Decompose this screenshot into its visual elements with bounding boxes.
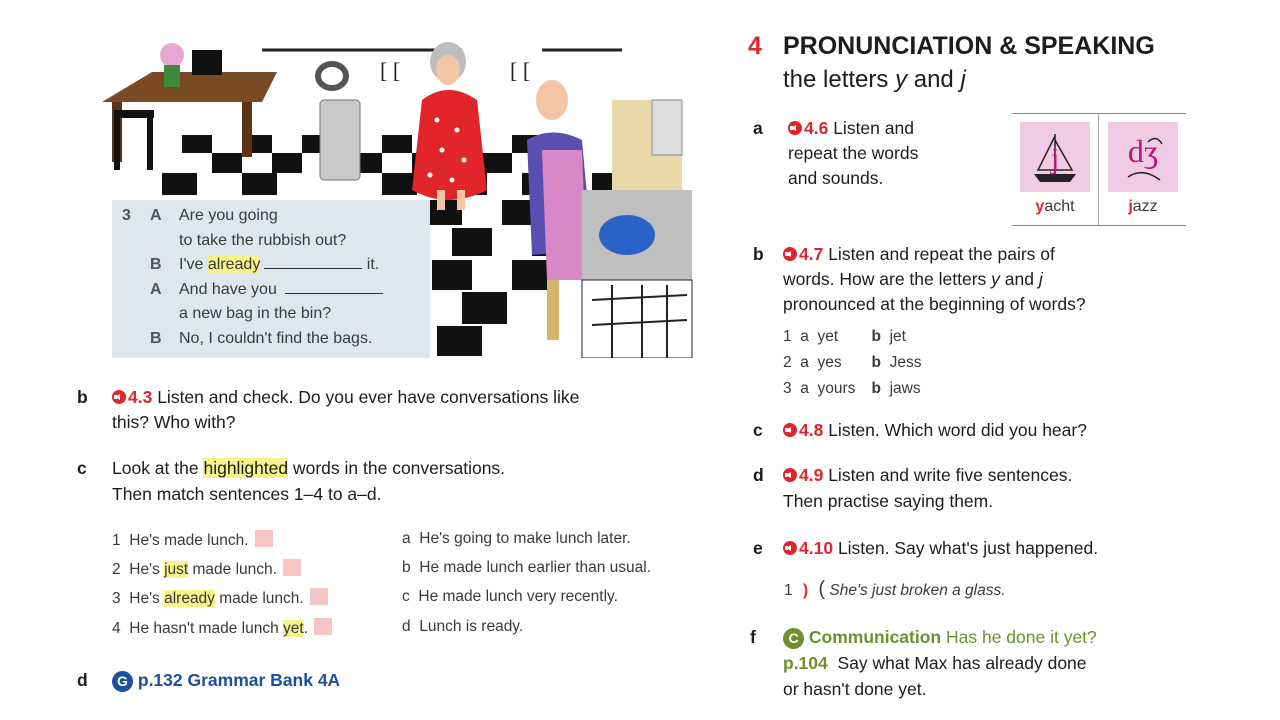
word-pair: 1 a yet b jet — [783, 328, 906, 345]
match-sentence: 2 He's just made lunch. — [112, 559, 301, 579]
highlighted-word: highlighted — [203, 458, 289, 478]
speaker-label: B — [150, 256, 162, 273]
audio-track[interactable]: 4.8 — [799, 420, 824, 440]
speech-bubble-icon: ( — [818, 578, 826, 600]
audio-icon[interactable] — [783, 468, 797, 482]
answer-box[interactable] — [314, 618, 332, 635]
match-option: b He made lunch earlier than usual. — [402, 559, 652, 576]
exercise-letter: b — [77, 387, 88, 407]
word-pair: 2 a yes b Jess — [783, 354, 922, 371]
highlighted-word: already — [207, 256, 261, 273]
match-sentence: 3 He's already made lunch. — [112, 588, 328, 608]
audio-icon[interactable] — [783, 423, 797, 437]
speaker-label: A — [150, 280, 162, 298]
answer-box[interactable] — [310, 588, 328, 605]
match-option: d Lunch is ready. — [402, 618, 524, 635]
picture-word: yacht — [1035, 198, 1075, 215]
exercise-a-instruction: 4.6 Listen and — [788, 116, 914, 141]
woman-figure — [412, 42, 487, 210]
speaker-label: B — [150, 329, 162, 347]
exercise-letter: a — [753, 118, 763, 138]
page-reference[interactable]: p.104 — [783, 653, 828, 673]
svg-text:j: j — [1050, 142, 1060, 175]
exercise-letter: c — [753, 420, 763, 440]
svg-text:dʒ: dʒ — [1127, 133, 1159, 169]
answer-box[interactable] — [283, 559, 301, 576]
match-option: a He's going to make lunch later. — [402, 530, 631, 547]
audio-track[interactable]: 4.7 — [799, 244, 824, 264]
speaker-label: A — [150, 207, 162, 224]
dialogue-line: a new bag in the bin? — [179, 305, 332, 322]
svg-text:[ [: [ [ — [510, 58, 531, 83]
audio-track[interactable]: 4.3 — [128, 387, 153, 407]
word-pair: 3 a yours b jaws — [783, 380, 921, 397]
exercise-a-line: and sounds. — [788, 168, 884, 188]
dialogue-line: to take the rubbish out? — [179, 231, 347, 249]
exercise-b-instruction-2: this? Who with? — [112, 412, 236, 432]
exercise-b-line: pronounced at the beginning of words? — [783, 294, 1086, 314]
exercise-b-instruction: 4.3 Listen and check. Do you ever have conversations like — [112, 385, 579, 410]
exercise-letter: d — [77, 670, 88, 690]
exercise-letter: d — [753, 465, 764, 485]
svg-text:[ [: [ [ — [380, 58, 401, 83]
dialogue-box — [112, 200, 430, 358]
exercise-d-line: Then practise saying them. — [783, 491, 994, 511]
exercise-letter: c — [77, 458, 87, 478]
grammar-bank-link[interactable]: G p.132 Grammar Bank 4A — [112, 668, 340, 693]
section-title: PRONUNCIATION & SPEAKING — [783, 32, 1155, 60]
exercise-f-line: or hasn't done yet. — [783, 679, 927, 699]
answer-box[interactable] — [255, 530, 273, 547]
picture-word: jazz — [1128, 198, 1158, 215]
communication-badge-icon: C — [783, 628, 804, 649]
dialogue-line: I've already it. — [179, 256, 380, 273]
exercise-c-instruction: Look at the highlighted words in the conversations. — [112, 458, 506, 478]
dialogue-line: Are you going — [179, 207, 278, 224]
jazz-sound-picture[interactable] — [1108, 122, 1178, 192]
grammar-badge-icon: G — [112, 671, 133, 692]
audio-track[interactable]: 4.9 — [799, 465, 824, 485]
exercise-c-instruction: 4.8 Listen. Which word did you hear? — [783, 418, 1087, 443]
answer-blank[interactable] — [264, 268, 362, 269]
dialogue-line: And have you — [179, 278, 383, 303]
dialogue-number: 3 — [122, 207, 131, 224]
yacht-sound-picture[interactable] — [1020, 122, 1090, 192]
exercise-c-instruction-2: Then match sentences 1–4 to a–d. — [112, 484, 382, 504]
communication-link[interactable]: C Communication Has he done it yet? — [783, 625, 1097, 650]
exercise-letter: f — [750, 627, 756, 647]
audio-icon[interactable] — [783, 247, 797, 261]
example-sentence: 1 ) ( She's just broken a glass. — [784, 578, 1006, 600]
audio-icon[interactable] — [783, 541, 797, 555]
audio-icon[interactable] — [112, 390, 126, 404]
rubbish-bin — [318, 64, 360, 180]
audio-track[interactable]: 4.6 — [804, 118, 829, 138]
audio-track[interactable]: 4.10 — [799, 538, 834, 558]
match-sentence: 4 He hasn't made lunch yet. — [112, 618, 332, 638]
answer-blank[interactable] — [285, 293, 383, 294]
exercise-f-line: p.104 Say what Max has already done — [783, 653, 1087, 673]
section-number: 4 — [748, 32, 762, 60]
section-subtitle: the letters y and j — [783, 66, 966, 93]
exercise-letter: b — [753, 244, 764, 264]
sound-pictures — [1012, 113, 1186, 226]
dialogue-line: No, I couldn't find the bags. — [179, 329, 373, 347]
sound-wave-icon[interactable]: ) — [802, 582, 809, 599]
exercise-b-instruction: 4.7 Listen and repeat the pairs of — [783, 242, 1055, 267]
match-sentence: 1 He's made lunch. — [112, 530, 273, 550]
exercise-e-instruction: 4.10 Listen. Say what's just happened. — [783, 536, 1098, 561]
match-option: c He made lunch very recently. — [402, 588, 618, 605]
exercise-d-instruction: 4.9 Listen and write five sentences. — [783, 463, 1072, 488]
exercise-letter: e — [753, 538, 763, 558]
exercise-a-line: repeat the words — [788, 143, 919, 163]
audio-icon[interactable] — [788, 121, 802, 135]
exercise-b-line: words. How are the letters y and j — [783, 269, 1043, 289]
